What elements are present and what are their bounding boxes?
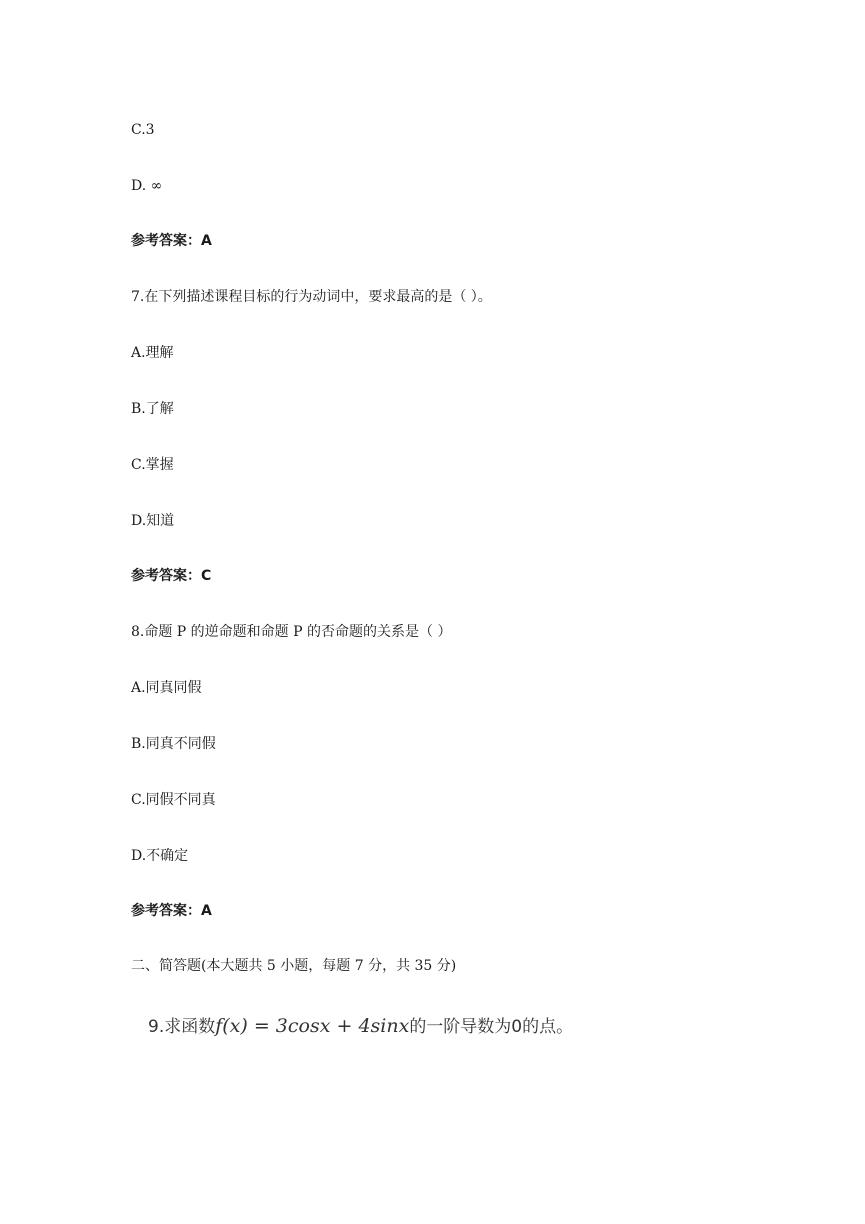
q9-suffix: 的一阶导数为0的点。: [409, 1017, 574, 1037]
q8-option-a: A.同真同假: [131, 680, 202, 696]
q8-stem: 8.命题 P 的逆命题和命题 P 的否命题的关系是（ ）: [131, 624, 452, 640]
q7-answer: 参考答案：C: [131, 568, 212, 584]
q7-option-b: B.了解: [131, 401, 174, 417]
q6-option-c: C.3: [131, 122, 155, 138]
q9-formula: f(x) = 3cosx + 4sinx: [215, 1015, 410, 1037]
q8-option-c: C.同假不同真: [131, 792, 216, 808]
q8-option-b: B.同真不同假: [131, 736, 216, 752]
q7-option-a: A.理解: [131, 345, 174, 361]
section-heading: 二、简答题(本大题共 5 小题，每题 7 分，共 35 分): [131, 958, 457, 974]
q9-question: [148, 1012, 573, 1037]
q7-option-d: D.知道: [131, 513, 175, 529]
q6-option-d: D. ∞: [131, 178, 163, 194]
q9-prefix: 9.求函数: [148, 1017, 216, 1037]
q8-option-d: D.不确定: [131, 848, 189, 864]
q8-answer: 参考答案：A: [131, 903, 212, 919]
q7-stem: 7.在下列描述课程目标的行为动词中，要求最高的是（ ）。: [131, 289, 492, 305]
q7-option-c: C.掌握: [131, 457, 174, 473]
q6-answer: 参考答案：A: [131, 233, 212, 249]
